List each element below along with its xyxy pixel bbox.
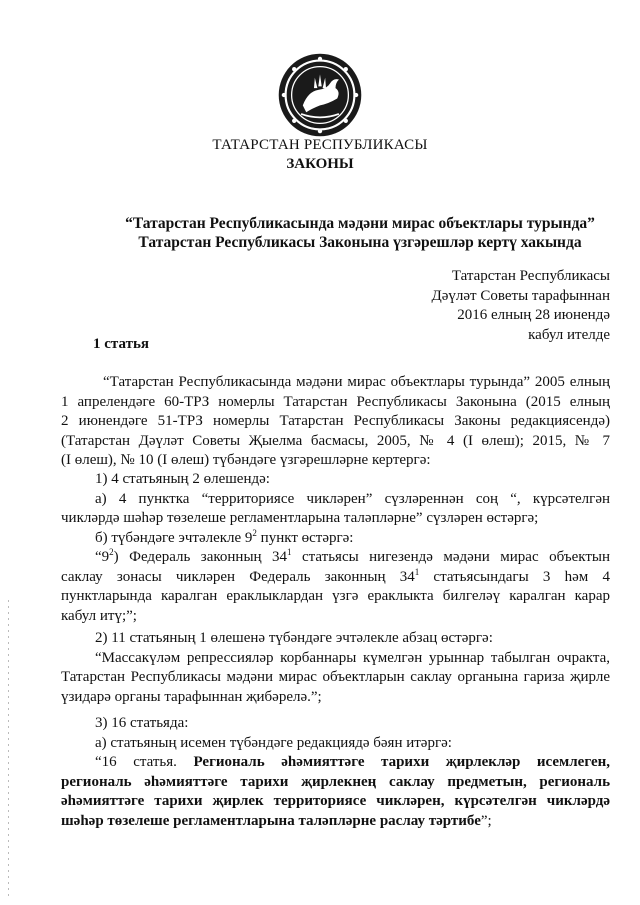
text-line: а) статьяның исемен түбәндәге редакциядә бәян итәргә:: [95, 734, 452, 751]
law-title-line: Татарстан Республикасы Законына үзгәрешләр кертү хакында: [138, 234, 582, 251]
text-fragment: статьясындагы 3 һәм 4: [419, 568, 610, 585]
text-fragment: “16 статья.: [95, 754, 194, 770]
text-line: әһәмияттәге тарихи җирлек территориясе чикләрен, күрсәтелгән чикләрдә: [61, 793, 610, 809]
tatarstan-emblem-icon: [277, 52, 363, 138]
text-line: (I өлеш), № 10 (I өлеш) түбәндәге үзгәрешләрне кертергә:: [61, 452, 431, 468]
law-title: [110, 214, 610, 252]
law-title-line: “Татарстан Республикасында мәдәни мирас объектлары турында”: [125, 215, 595, 232]
amendment-item-3: [61, 714, 610, 831]
text-line: “Татарстан Республикасында мәдәни мирас объектлары турында” 2005 елның: [103, 374, 610, 390]
text-line: [61, 568, 610, 588]
text-fragment: ”;: [480, 812, 492, 829]
text-fragment: саклау зонасы чикләрен Федераль законның 34: [61, 568, 415, 585]
item-heading: 2) 11 статьяның 1 өлешенә түбәндәге эчтәлекле абзац өстәргә:: [95, 630, 493, 646]
adoption-note: [432, 267, 610, 345]
text-fragment: б) түбәндәге эчтәлекле 9: [95, 529, 253, 546]
text-line: а) 4 пунктка “территориясе чикләрен” сүзләреннән соң “, күрсәтелгән: [95, 490, 610, 507]
text-fragment: “9: [95, 549, 110, 565]
article-heading: 1 статья: [93, 336, 149, 352]
text-line: [61, 753, 610, 773]
superscript: 2: [109, 547, 114, 557]
text-line: [61, 529, 610, 549]
text-fragment: статьясы нигезендә мәдәни мирас объектын: [291, 549, 611, 565]
law-heading: ЗАКОНЫ: [286, 156, 354, 172]
intro-paragraph: [61, 373, 610, 471]
text-line: 2 июнендәге 51-ТРЗ номерлы Татарстан Республикасы Законы редакциясендә): [61, 413, 610, 429]
text-fragment: пункт өстәргә:: [256, 529, 354, 546]
text-line: чикләрдә шәһәр төзелеше регламентларына таләпләрне” сүзләрен өстәргә;: [61, 510, 539, 526]
adoption-line: кабул ителде: [528, 326, 610, 343]
republic-name: ТАТАРСТАН РЕСПУБЛИКАСЫ: [212, 137, 428, 153]
adoption-line: Татарстан Республикасы: [451, 268, 610, 284]
item-heading: 3) 16 статьяда:: [95, 715, 189, 731]
superscript: 1: [287, 547, 292, 557]
text-line: кабул итү;”;: [61, 607, 137, 624]
text-line: Татарстан Республикасы мәдәни мирас объектларын саклау органына гариза җирле: [61, 669, 610, 685]
text-line: (Татарстан Дәүләт Советы Җыелма басмасы, 2005, № 4 (I өлеш); 2015, № 7: [61, 432, 610, 449]
text-line: [61, 812, 610, 832]
superscript: 1: [414, 566, 420, 577]
text-line: региональ әһәмияттәге тарихи җирлекнең саклау предметын, региональ: [61, 773, 610, 790]
text-line: үзидарә органы тарафыннан җибәрелә.”;: [61, 688, 322, 705]
text-line: [61, 548, 610, 568]
text-fragment: ) Федераль законның 34: [113, 549, 288, 565]
adoption-line: Дәүләт Советы тарафыннан: [431, 287, 610, 304]
text-line: пунктларында каралган ераклыклардан үзгә ераклыкта билгеләү каралган карар: [61, 588, 610, 604]
amendment-item-2: [61, 629, 610, 707]
amendment-item-1: [61, 470, 610, 626]
bold-fragment: Региональ әһәмияттәге тарихи җирлекләр исемлеген,: [193, 754, 610, 770]
text-line: 1 апрелендәге 60-ТРЗ номерлы Татарстан Республикасы Законына (2015 елның: [61, 393, 610, 410]
scan-edge-line: [8, 600, 9, 900]
adoption-line: 2016 елның 28 июнендә: [457, 307, 610, 323]
bold-fragment: шәһәр төзелеше регламентларына таләпләрне раслау тәртибе: [61, 812, 481, 829]
text-line: “Массакүләм репрессияләр корбаннары күмелгән урыннар табылган очракта,: [95, 649, 610, 666]
superscript: 2: [252, 527, 257, 538]
item-heading: 1) 4 статьяның 2 өлешендә:: [95, 471, 270, 487]
